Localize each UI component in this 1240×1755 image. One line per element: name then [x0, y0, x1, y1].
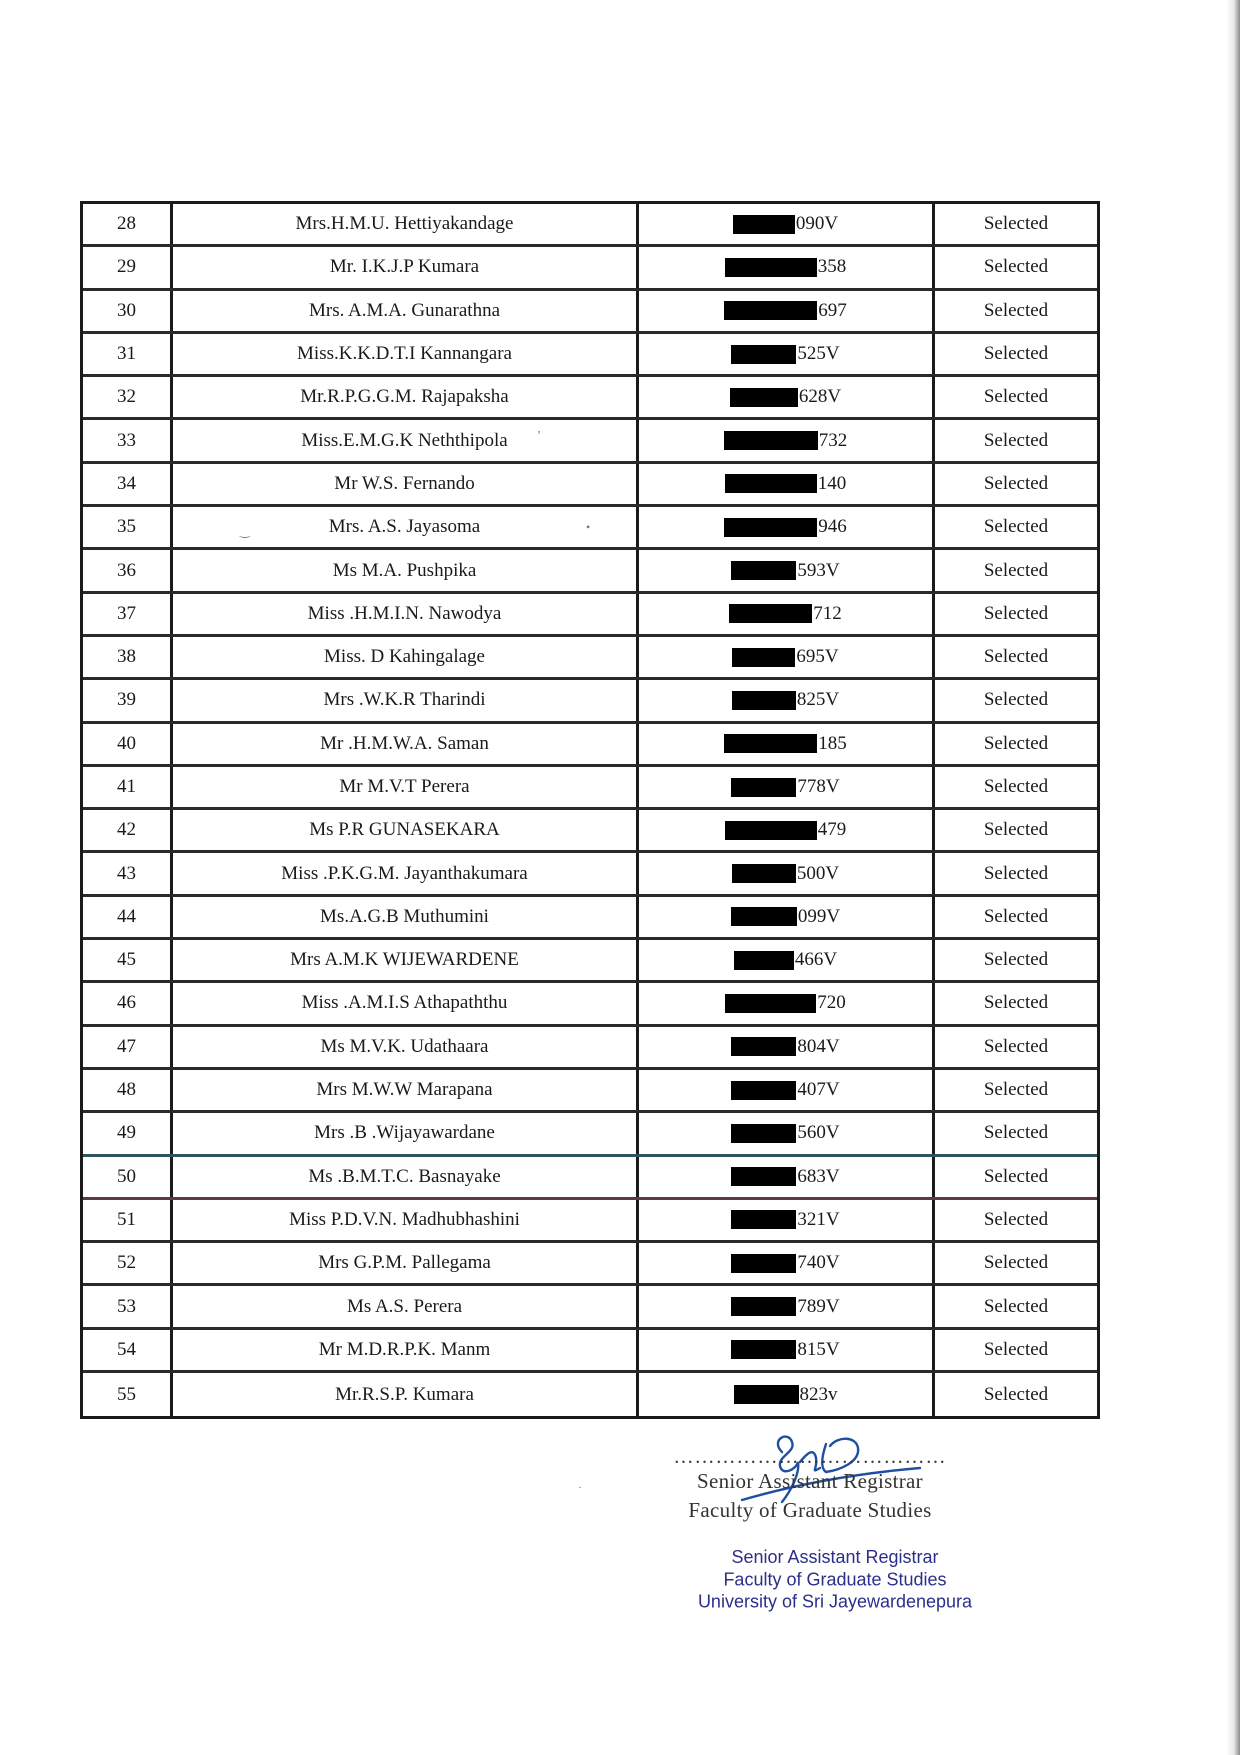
applicant-name: Mrs M.W.W Marapana: [173, 1070, 639, 1110]
table-row: [83, 767, 1097, 810]
table-row: [83, 897, 1097, 940]
nic-number-cell: [639, 420, 935, 460]
redaction-bar: [731, 1037, 796, 1056]
row-number: 49: [83, 1113, 173, 1153]
redaction-bar: [724, 431, 818, 450]
stamp-line-title: Senior Assistant Registrar: [731, 1546, 939, 1568]
row-number: 38: [83, 637, 173, 677]
row-number: 54: [83, 1330, 173, 1370]
applicant-name: Ms A.S. Perera: [173, 1286, 639, 1326]
table-row: [83, 637, 1097, 680]
official-stamp: [690, 1546, 980, 1612]
table-row: [83, 464, 1097, 507]
redaction-bar: [724, 301, 817, 320]
nic-suffix: 825V: [796, 689, 840, 711]
redaction-bar: [732, 648, 795, 667]
nic-number-cell: [639, 334, 935, 374]
nic-number-cell: [639, 680, 935, 720]
nic-suffix: 804V: [797, 1035, 840, 1057]
redaction-bar: [725, 821, 817, 840]
nic-number-cell: [639, 1373, 935, 1416]
nic-number-cell: [639, 1157, 935, 1197]
applicant-name: Mr W.S. Fernando: [173, 464, 639, 504]
redaction-bar: [731, 1081, 796, 1100]
redaction-bar: [731, 1167, 796, 1186]
selection-status: Selected: [983, 559, 1049, 581]
selection-status: Selected: [983, 689, 1049, 711]
nic-suffix: 321V: [797, 1208, 840, 1230]
nic-suffix: 628V: [798, 386, 842, 408]
table-row: [83, 853, 1097, 896]
table-row: [83, 1286, 1097, 1329]
nic-suffix: 789V: [797, 1295, 840, 1317]
table-row: [83, 1200, 1097, 1243]
redaction-bar: [729, 604, 812, 623]
nic-number-cell: [639, 291, 935, 331]
row-number: 33: [83, 420, 173, 460]
nic-suffix: 593V: [797, 559, 840, 581]
redaction-bar: [730, 388, 798, 407]
nic-suffix: 683V: [797, 1165, 840, 1187]
row-number: 48: [83, 1070, 173, 1110]
signature-block: [660, 1425, 960, 1525]
scan-artifact-mark: ‿: [240, 524, 250, 538]
nic-number-cell: [639, 724, 935, 764]
applicant-name: Ms .B.M.T.C. Basnayake: [173, 1157, 639, 1197]
applicant-name: Ms M.A. Pushpika: [173, 550, 639, 590]
row-number: 42: [83, 810, 173, 850]
selection-status: Selected: [983, 516, 1049, 538]
signature-line: …………………………………: [673, 1446, 947, 1468]
nic-number-cell: [639, 1330, 935, 1370]
nic-number-cell: [639, 1027, 935, 1067]
row-number: 43: [83, 853, 173, 893]
stamp-line-faculty: Faculty of Graduate Studies: [723, 1568, 947, 1590]
table-row: [83, 594, 1097, 637]
table-row: [83, 1027, 1097, 1070]
nic-suffix: 778V: [797, 776, 840, 797]
nic-number-cell: [639, 247, 935, 287]
applicant-name: Miss P.D.V.N. Madhubhashini: [173, 1200, 639, 1240]
redaction-bar: [734, 951, 794, 970]
table-row: [83, 1373, 1097, 1416]
row-number: 30: [83, 291, 173, 331]
nic-suffix: 740V: [797, 1252, 840, 1274]
applicant-name: Mr.R.P.G.G.M. Rajapaksha: [173, 377, 639, 417]
table-row: [83, 334, 1097, 377]
selection-status: Selected: [983, 1035, 1049, 1057]
applicant-name: Miss.K.K.D.T.I Kannangara: [173, 334, 639, 374]
nic-suffix: 946: [818, 516, 847, 538]
nic-suffix: 090V: [795, 213, 839, 235]
row-number: 55: [83, 1373, 173, 1416]
nic-suffix: 407V: [797, 1079, 840, 1101]
redaction-bar: [732, 691, 796, 710]
nic-number-cell: [639, 983, 935, 1023]
nic-number-cell: [639, 1200, 935, 1240]
nic-number-cell: [639, 550, 935, 590]
table-row: [83, 377, 1097, 420]
table-row: [83, 680, 1097, 723]
nic-suffix: 695V: [796, 646, 839, 668]
table-row: [83, 420, 1097, 463]
nic-number-cell: [639, 637, 935, 677]
redaction-bar: [731, 345, 796, 364]
row-number: 41: [83, 767, 173, 807]
selection-status: Selected: [983, 1122, 1049, 1144]
nic-suffix: 466V: [794, 949, 838, 971]
selection-status: Selected: [983, 949, 1049, 971]
applicant-name: Miss. D Kahingalage: [173, 637, 639, 677]
row-number: 46: [83, 983, 173, 1023]
applicant-name: Mrs A.M.K WIJEWARDENE: [173, 940, 639, 980]
redaction-bar: [731, 1124, 796, 1143]
row-number: 45: [83, 940, 173, 980]
signatory-faculty: Faculty of Graduate Studies: [688, 1498, 932, 1522]
table-row: [83, 1070, 1097, 1113]
selection-status: Selected: [983, 343, 1049, 365]
nic-suffix: 720: [817, 992, 846, 1014]
scan-artifact-mark: •: [586, 520, 591, 534]
selection-status: Selected: [983, 429, 1049, 451]
row-number: 47: [83, 1027, 173, 1067]
nic-suffix: 099V: [797, 905, 841, 927]
nic-suffix: 479: [817, 819, 847, 841]
redaction-bar: [724, 734, 817, 753]
nic-number-cell: [639, 1286, 935, 1326]
applicant-name: Mr.R.S.P. Kumara: [173, 1373, 639, 1416]
row-number: 53: [83, 1286, 173, 1326]
applicant-name: Mrs G.P.M. Pallegama: [173, 1243, 639, 1283]
row-number: 35: [83, 507, 173, 547]
selection-status: Selected: [983, 819, 1049, 841]
signatory-title: Senior Assistant Registrar: [697, 1469, 923, 1493]
table-row: [83, 1330, 1097, 1373]
selection-status: Selected: [983, 776, 1049, 797]
applicant-name: Mrs .B .Wijayawardane: [173, 1113, 639, 1153]
nic-suffix: 697: [818, 299, 847, 321]
nic-suffix: 823v: [799, 1383, 838, 1405]
selection-status: Selected: [983, 905, 1049, 927]
redaction-bar: [731, 1210, 796, 1229]
selection-status: Selected: [983, 1165, 1049, 1187]
redaction-bar: [724, 518, 817, 537]
table-row: [83, 810, 1097, 853]
table-row: [83, 1157, 1097, 1200]
row-number: 34: [83, 464, 173, 504]
nic-number-cell: [639, 507, 935, 547]
stamp-line-university: University of Sri Jayewardenepura: [697, 1590, 973, 1612]
nic-number-cell: [639, 810, 935, 850]
nic-suffix: 185: [818, 732, 847, 754]
nic-suffix: 712: [813, 602, 842, 624]
row-number: 31: [83, 334, 173, 374]
applicant-name: Miss .P.K.G.M. Jayanthakumara: [173, 853, 639, 893]
nic-number-cell: [639, 1113, 935, 1153]
selection-status: Selected: [983, 732, 1049, 754]
nic-number-cell: [639, 377, 935, 417]
nic-number-cell: [639, 853, 935, 893]
table-row: [83, 940, 1097, 983]
selection-status: Selected: [983, 299, 1049, 321]
scan-artifact-mark: ·: [578, 1480, 582, 1494]
applicant-name: Mr. I.K.J.P Kumara: [173, 247, 639, 287]
redaction-bar: [733, 215, 795, 234]
nic-number-cell: [639, 897, 935, 937]
applicant-name: Mrs .W.K.R Tharindi: [173, 680, 639, 720]
selection-status: Selected: [983, 1383, 1049, 1405]
selection-status: Selected: [983, 646, 1049, 668]
nic-suffix: 525V: [797, 343, 840, 365]
row-number: 51: [83, 1200, 173, 1240]
table-row: [83, 1243, 1097, 1286]
table-row: [83, 204, 1097, 247]
table-row: [83, 983, 1097, 1026]
applicant-name: Miss .A.M.I.S Athapaththu: [173, 983, 639, 1023]
selection-status: Selected: [983, 1208, 1049, 1230]
nic-number-cell: [639, 940, 935, 980]
redaction-bar: [732, 864, 796, 883]
redaction-bar: [731, 907, 797, 926]
redaction-bar: [725, 474, 817, 493]
nic-suffix: 732: [818, 429, 848, 451]
nic-suffix: 815V: [797, 1338, 840, 1360]
nic-number-cell: [639, 594, 935, 634]
applicant-name: Mrs. A.S. Jayasoma: [173, 507, 639, 547]
applicant-name: Ms P.R GUNASEKARA: [173, 810, 639, 850]
redaction-bar: [731, 561, 796, 580]
row-number: 29: [83, 247, 173, 287]
nic-number-cell: [639, 1243, 935, 1283]
selection-status: Selected: [983, 472, 1049, 494]
nic-number-cell: [639, 464, 935, 504]
table-row: [83, 247, 1097, 290]
nic-suffix: 358: [817, 256, 847, 278]
nic-suffix: 500V: [796, 862, 840, 884]
applicant-name: Miss .H.M.I.N. Nawodya: [173, 594, 639, 634]
row-number: 40: [83, 724, 173, 764]
row-number: 39: [83, 680, 173, 720]
redaction-bar: [731, 1254, 796, 1273]
selection-status: Selected: [983, 386, 1049, 408]
row-number: 52: [83, 1243, 173, 1283]
applicant-name: Mr .H.M.W.A. Saman: [173, 724, 639, 764]
row-number: 28: [83, 204, 173, 244]
nic-suffix: 560V: [797, 1122, 840, 1144]
nic-number-cell: [639, 767, 935, 807]
selection-status: Selected: [983, 1252, 1049, 1274]
applicant-name: Mrs.H.M.U. Hettiyakandage: [173, 204, 639, 244]
selection-results-table: [80, 201, 1100, 1419]
row-number: 32: [83, 377, 173, 417]
applicant-name: Mr M.V.T Perera: [173, 767, 639, 807]
row-number: 44: [83, 897, 173, 937]
selection-status: Selected: [983, 1079, 1049, 1101]
selection-status: Selected: [983, 1295, 1049, 1317]
table-row: [83, 724, 1097, 767]
selection-status: Selected: [983, 602, 1049, 624]
table-row: [83, 550, 1097, 593]
nic-suffix: 140: [817, 472, 847, 494]
scan-artifact-mark: ʼ: [537, 428, 541, 442]
row-number: 37: [83, 594, 173, 634]
row-number: 36: [83, 550, 173, 590]
row-number: 50: [83, 1157, 173, 1197]
applicant-name: Mrs. A.M.A. Gunarathna: [173, 291, 639, 331]
redaction-bar: [734, 1385, 799, 1404]
nic-number-cell: [639, 1070, 935, 1110]
applicant-name: Mr M.D.R.P.K. Manm: [173, 1330, 639, 1370]
applicant-name: Ms M.V.K. Udathaara: [173, 1027, 639, 1067]
selection-status: Selected: [983, 213, 1049, 235]
nic-number-cell: [639, 204, 935, 244]
scanned-page-edge: [1226, 0, 1240, 1755]
redaction-bar: [725, 258, 817, 277]
applicant-name: Ms.A.G.B Muthumini: [173, 897, 639, 937]
table-row: [83, 1113, 1097, 1156]
table-row: [83, 291, 1097, 334]
redaction-bar: [731, 1297, 796, 1316]
selection-status: Selected: [983, 1338, 1049, 1360]
selection-status: Selected: [983, 992, 1049, 1014]
selection-status: Selected: [983, 862, 1049, 884]
redaction-bar: [725, 994, 816, 1013]
redaction-bar: [731, 1340, 796, 1359]
applicant-name: Miss.E.M.G.K Neththipola: [173, 420, 639, 460]
redaction-bar: [731, 778, 796, 797]
selection-status: Selected: [983, 256, 1049, 278]
